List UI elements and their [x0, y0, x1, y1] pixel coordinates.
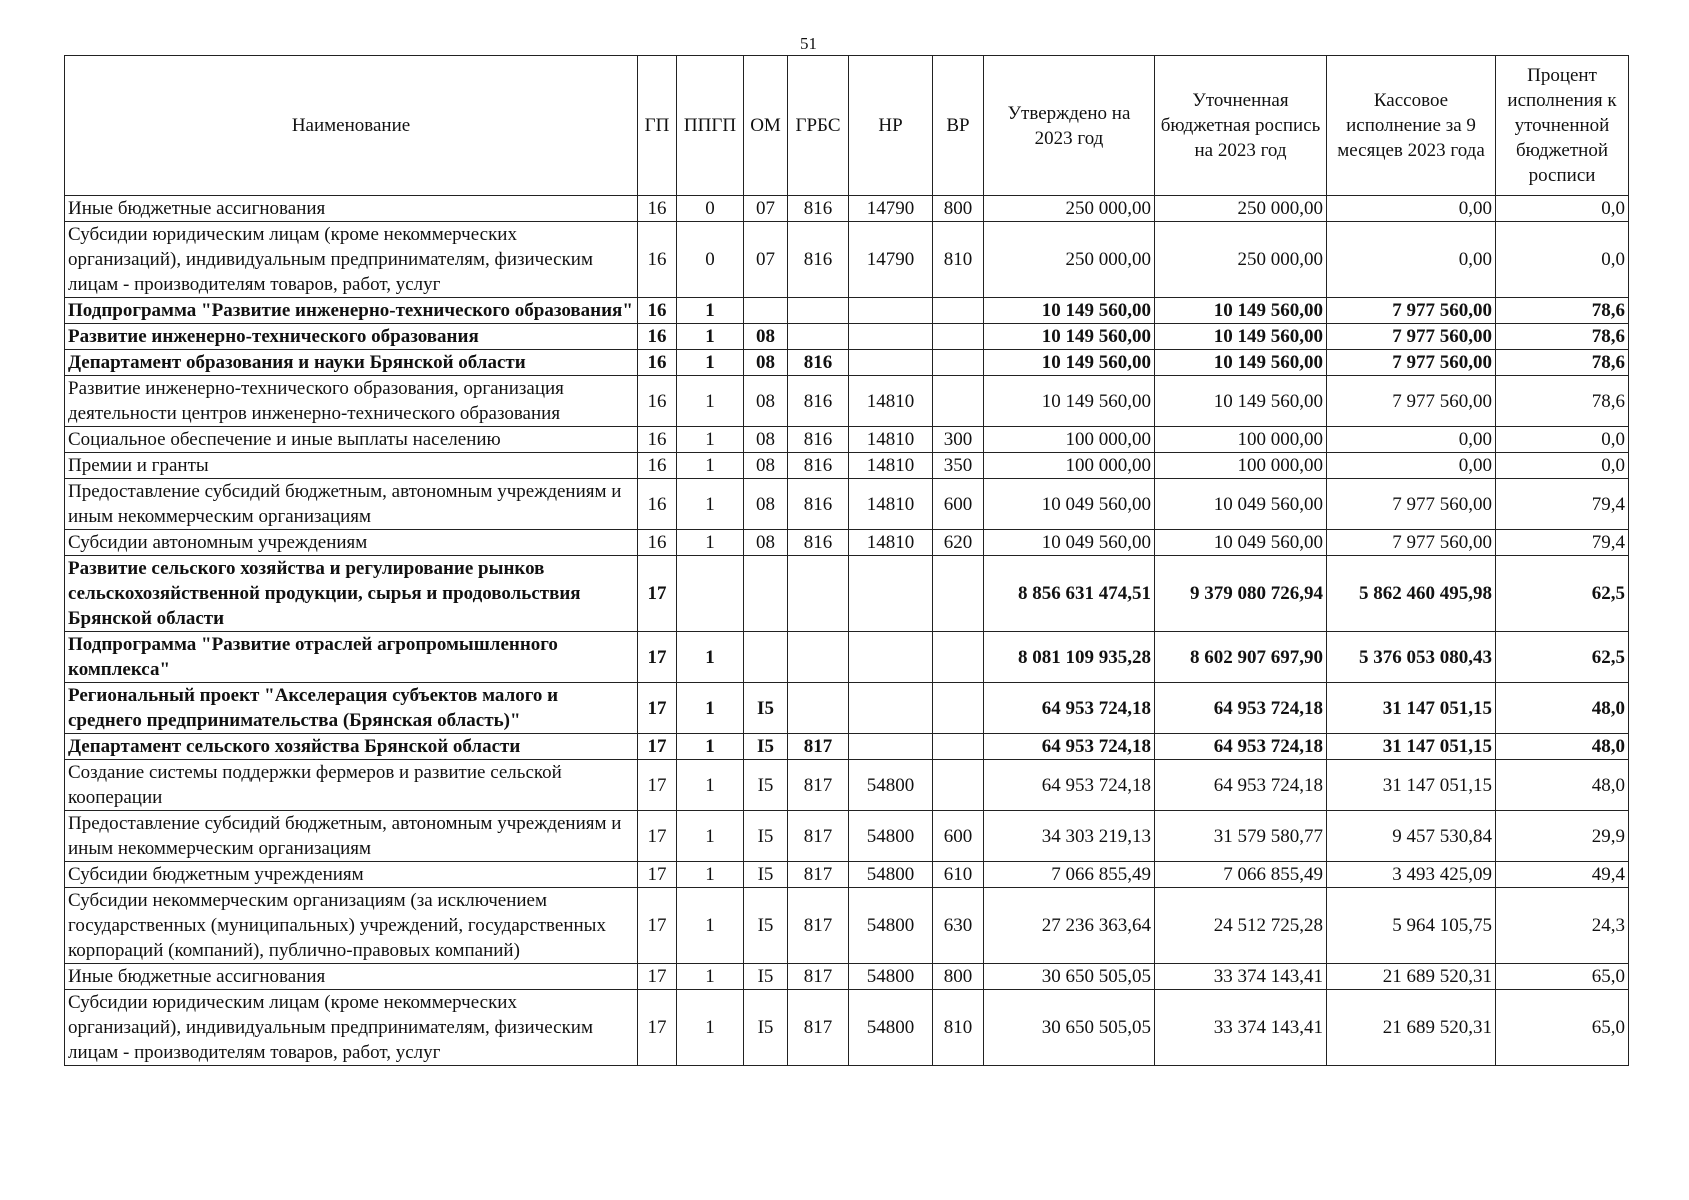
cell-approved: 64 953 724,18: [984, 734, 1155, 760]
cell-vr: [933, 760, 984, 811]
cell-cash: 7 977 560,00: [1327, 350, 1496, 376]
cell-cash: 9 457 530,84: [1327, 811, 1496, 862]
cell-gp: 17: [638, 760, 677, 811]
header-row: [65, 56, 1629, 196]
cell-grbs: 816: [788, 376, 849, 427]
cell-ppgp: [677, 556, 744, 632]
cell-om: 08: [744, 453, 788, 479]
cell-om: I5: [744, 811, 788, 862]
cell-nr: 14810: [849, 376, 933, 427]
cell-cash: 31 147 051,15: [1327, 760, 1496, 811]
cell-ppgp: 1: [677, 862, 744, 888]
table-row: [65, 427, 1629, 453]
cell-om: 08: [744, 530, 788, 556]
cell-name: Создание системы поддержки фермеров и развитие сельской кооперации: [65, 760, 638, 811]
cell-refined: 100 000,00: [1155, 427, 1327, 453]
cell-name: Премии и гранты: [65, 453, 638, 479]
cell-nr: 14810: [849, 479, 933, 530]
cell-name: Департамент образования и науки Брянской области: [65, 350, 638, 376]
cell-approved: 10 149 560,00: [984, 298, 1155, 324]
cell-refined: 10 149 560,00: [1155, 376, 1327, 427]
table-row: [65, 530, 1629, 556]
cell-gp: 16: [638, 376, 677, 427]
cell-nr: [849, 683, 933, 734]
cell-percent: 78,6: [1496, 324, 1629, 350]
cell-refined: 24 512 725,28: [1155, 888, 1327, 964]
cell-grbs: [788, 632, 849, 683]
table-row: [65, 990, 1629, 1066]
cell-grbs: 816: [788, 350, 849, 376]
cell-ppgp: 1: [677, 683, 744, 734]
cell-om: 08: [744, 427, 788, 453]
cell-grbs: 816: [788, 530, 849, 556]
cell-percent: 29,9: [1496, 811, 1629, 862]
cell-vr: 800: [933, 964, 984, 990]
cell-om: I5: [744, 683, 788, 734]
cell-grbs: 816: [788, 427, 849, 453]
cell-name: Департамент сельского хозяйства Брянской области: [65, 734, 638, 760]
cell-gp: 17: [638, 990, 677, 1066]
cell-approved: 8 856 631 474,51: [984, 556, 1155, 632]
cell-grbs: 816: [788, 222, 849, 298]
cell-name: Социальное обеспечение и иные выплаты населению: [65, 427, 638, 453]
table-row: [65, 632, 1629, 683]
cell-percent: 79,4: [1496, 530, 1629, 556]
cell-cash: 21 689 520,31: [1327, 990, 1496, 1066]
cell-refined: 10 149 560,00: [1155, 350, 1327, 376]
cell-vr: 620: [933, 530, 984, 556]
cell-name: Развитие инженерно-технического образования, организация деятельности центров инженерно-технического образования: [65, 376, 638, 427]
cell-grbs: 816: [788, 453, 849, 479]
cell-nr: [849, 556, 933, 632]
cell-approved: 30 650 505,05: [984, 964, 1155, 990]
cell-nr: [849, 734, 933, 760]
cell-ppgp: 1: [677, 427, 744, 453]
header-vr: ВР: [933, 56, 984, 196]
cell-grbs: 817: [788, 811, 849, 862]
cell-refined: 33 374 143,41: [1155, 964, 1327, 990]
cell-approved: 7 066 855,49: [984, 862, 1155, 888]
cell-name: Развитие инженерно-технического образования: [65, 324, 638, 350]
cell-om: I5: [744, 760, 788, 811]
cell-name: Субсидии некоммерческим организациям (за исключением государственных (муниципальных) учреждений, государственных корпораций (компаний), публично-правовых компаний): [65, 888, 638, 964]
cell-refined: 250 000,00: [1155, 196, 1327, 222]
cell-om: [744, 632, 788, 683]
cell-refined: 33 374 143,41: [1155, 990, 1327, 1066]
cell-nr: 14790: [849, 222, 933, 298]
cell-refined: 250 000,00: [1155, 222, 1327, 298]
cell-approved: 10 049 560,00: [984, 479, 1155, 530]
cell-gp: 16: [638, 350, 677, 376]
table-row: [65, 196, 1629, 222]
header-gp: ГП: [638, 56, 677, 196]
cell-approved: 10 149 560,00: [984, 324, 1155, 350]
table-row: [65, 964, 1629, 990]
cell-approved: 10 049 560,00: [984, 530, 1155, 556]
table-row: [65, 811, 1629, 862]
cell-refined: 10 049 560,00: [1155, 530, 1327, 556]
cell-vr: 810: [933, 222, 984, 298]
cell-cash: 0,00: [1327, 453, 1496, 479]
cell-ppgp: 1: [677, 734, 744, 760]
cell-vr: 800: [933, 196, 984, 222]
cell-grbs: 817: [788, 888, 849, 964]
cell-name: Субсидии юридическим лицам (кроме некоммерческих организаций), индивидуальным предпринимателям, физическим лицам - производителям товаров, работ, услуг: [65, 990, 638, 1066]
cell-name: Предоставление субсидий бюджетным, автономным учреждениям и иным некоммерческим организациям: [65, 811, 638, 862]
cell-cash: 31 147 051,15: [1327, 683, 1496, 734]
header-nr: НР: [849, 56, 933, 196]
table-row: [65, 298, 1629, 324]
cell-ppgp: 1: [677, 811, 744, 862]
header-approved: Утверждено на 2023 год: [984, 56, 1155, 196]
cell-name: Развитие сельского хозяйства и регулирование рынков сельскохозяйственной продукции, сырья и продовольствия Брянской области: [65, 556, 638, 632]
cell-vr: 600: [933, 479, 984, 530]
cell-om: 08: [744, 376, 788, 427]
cell-nr: 54800: [849, 888, 933, 964]
cell-approved: 64 953 724,18: [984, 760, 1155, 811]
cell-gp: 17: [638, 632, 677, 683]
cell-gp: 17: [638, 683, 677, 734]
cell-approved: 250 000,00: [984, 222, 1155, 298]
cell-nr: [849, 632, 933, 683]
cell-cash: 7 977 560,00: [1327, 479, 1496, 530]
cell-ppgp: 1: [677, 453, 744, 479]
cell-approved: 100 000,00: [984, 427, 1155, 453]
table-row: [65, 683, 1629, 734]
cell-ppgp: 1: [677, 530, 744, 556]
cell-cash: 21 689 520,31: [1327, 964, 1496, 990]
cell-refined: 64 953 724,18: [1155, 683, 1327, 734]
cell-refined: 64 953 724,18: [1155, 760, 1327, 811]
cell-percent: 78,6: [1496, 376, 1629, 427]
cell-vr: 300: [933, 427, 984, 453]
header-percent: Процент исполнения к уточненной бюджетной росписи: [1496, 56, 1629, 196]
header-refined: Уточненная бюджетная роспись на 2023 год: [1155, 56, 1327, 196]
cell-gp: 16: [638, 479, 677, 530]
cell-ppgp: 0: [677, 222, 744, 298]
cell-percent: 0,0: [1496, 453, 1629, 479]
cell-nr: 14790: [849, 196, 933, 222]
cell-nr: 14810: [849, 453, 933, 479]
cell-vr: [933, 734, 984, 760]
cell-approved: 64 953 724,18: [984, 683, 1155, 734]
cell-approved: 10 149 560,00: [984, 376, 1155, 427]
cell-om: I5: [744, 990, 788, 1066]
cell-nr: 54800: [849, 990, 933, 1066]
cell-cash: 5 862 460 495,98: [1327, 556, 1496, 632]
table-row: [65, 222, 1629, 298]
cell-cash: 7 977 560,00: [1327, 530, 1496, 556]
cell-cash: 7 977 560,00: [1327, 376, 1496, 427]
cell-nr: 54800: [849, 760, 933, 811]
cell-gp: 17: [638, 556, 677, 632]
cell-ppgp: 1: [677, 990, 744, 1066]
cell-ppgp: 1: [677, 479, 744, 530]
cell-percent: 48,0: [1496, 683, 1629, 734]
cell-gp: 16: [638, 530, 677, 556]
cell-percent: 65,0: [1496, 990, 1629, 1066]
cell-om: [744, 298, 788, 324]
cell-gp: 16: [638, 324, 677, 350]
table-row: [65, 453, 1629, 479]
cell-gp: 16: [638, 453, 677, 479]
cell-refined: 64 953 724,18: [1155, 734, 1327, 760]
cell-om: 07: [744, 196, 788, 222]
cell-gp: 17: [638, 888, 677, 964]
cell-name: Субсидии автономным учреждениям: [65, 530, 638, 556]
cell-percent: 78,6: [1496, 350, 1629, 376]
cell-approved: 27 236 363,64: [984, 888, 1155, 964]
cell-gp: 17: [638, 811, 677, 862]
header-name: Наименование: [65, 56, 638, 196]
cell-percent: 79,4: [1496, 479, 1629, 530]
cell-percent: 48,0: [1496, 734, 1629, 760]
cell-vr: 810: [933, 990, 984, 1066]
cell-om: 08: [744, 479, 788, 530]
cell-cash: 0,00: [1327, 196, 1496, 222]
cell-ppgp: 1: [677, 888, 744, 964]
cell-percent: 24,3: [1496, 888, 1629, 964]
table-row: [65, 862, 1629, 888]
cell-vr: 610: [933, 862, 984, 888]
cell-nr: [849, 298, 933, 324]
cell-percent: 62,5: [1496, 556, 1629, 632]
cell-percent: 62,5: [1496, 632, 1629, 683]
cell-ppgp: 1: [677, 964, 744, 990]
cell-refined: 10 049 560,00: [1155, 479, 1327, 530]
cell-percent: 0,0: [1496, 222, 1629, 298]
cell-cash: 0,00: [1327, 427, 1496, 453]
cell-approved: 250 000,00: [984, 196, 1155, 222]
cell-gp: 16: [638, 222, 677, 298]
cell-grbs: 816: [788, 196, 849, 222]
cell-gp: 16: [638, 298, 677, 324]
cell-approved: 34 303 219,13: [984, 811, 1155, 862]
cell-vr: [933, 350, 984, 376]
cell-vr: [933, 632, 984, 683]
cell-om: I5: [744, 888, 788, 964]
cell-gp: 17: [638, 862, 677, 888]
cell-refined: 10 149 560,00: [1155, 298, 1327, 324]
cell-ppgp: 1: [677, 376, 744, 427]
cell-name: Субсидии юридическим лицам (кроме некоммерческих организаций), индивидуальным предпринимателям, физическим лицам - производителям товаров, работ, услуг: [65, 222, 638, 298]
cell-om: I5: [744, 862, 788, 888]
cell-ppgp: 0: [677, 196, 744, 222]
cell-vr: [933, 324, 984, 350]
cell-grbs: 817: [788, 862, 849, 888]
cell-name: Субсидии бюджетным учреждениям: [65, 862, 638, 888]
cell-vr: [933, 298, 984, 324]
cell-nr: 14810: [849, 530, 933, 556]
cell-name: Иные бюджетные ассигнования: [65, 196, 638, 222]
cell-om: I5: [744, 734, 788, 760]
header-ppgp: ППГП: [677, 56, 744, 196]
cell-vr: 350: [933, 453, 984, 479]
table-row: [65, 376, 1629, 427]
table-row: [65, 556, 1629, 632]
cell-cash: 7 977 560,00: [1327, 324, 1496, 350]
cell-cash: 3 493 425,09: [1327, 862, 1496, 888]
cell-refined: 100 000,00: [1155, 453, 1327, 479]
cell-nr: 54800: [849, 964, 933, 990]
cell-cash: 0,00: [1327, 222, 1496, 298]
cell-nr: [849, 350, 933, 376]
cell-name: Подпрограмма "Развитие отраслей агропромышленного комплекса": [65, 632, 638, 683]
cell-grbs: [788, 683, 849, 734]
table-row: [65, 479, 1629, 530]
cell-nr: 54800: [849, 811, 933, 862]
cell-percent: 48,0: [1496, 760, 1629, 811]
cell-cash: 5 964 105,75: [1327, 888, 1496, 964]
cell-gp: 17: [638, 734, 677, 760]
cell-percent: 0,0: [1496, 196, 1629, 222]
table-row: [65, 760, 1629, 811]
cell-name: Иные бюджетные ассигнования: [65, 964, 638, 990]
cell-ppgp: 1: [677, 760, 744, 811]
cell-grbs: 817: [788, 760, 849, 811]
table-row: [65, 350, 1629, 376]
cell-om: 08: [744, 350, 788, 376]
cell-percent: 65,0: [1496, 964, 1629, 990]
budget-table: [64, 55, 1629, 1066]
header-cash: Кассовое исполнение за 9 месяцев 2023 года: [1327, 56, 1496, 196]
cell-ppgp: 1: [677, 298, 744, 324]
cell-approved: 8 081 109 935,28: [984, 632, 1155, 683]
cell-cash: 5 376 053 080,43: [1327, 632, 1496, 683]
cell-percent: 78,6: [1496, 298, 1629, 324]
cell-nr: 14810: [849, 427, 933, 453]
cell-nr: 54800: [849, 862, 933, 888]
cell-grbs: 816: [788, 479, 849, 530]
cell-name: Предоставление субсидий бюджетным, автономным учреждениям и иным некоммерческим организациям: [65, 479, 638, 530]
cell-om: [744, 556, 788, 632]
cell-ppgp: 1: [677, 632, 744, 683]
table-row: [65, 324, 1629, 350]
cell-percent: 49,4: [1496, 862, 1629, 888]
cell-gp: 16: [638, 196, 677, 222]
cell-om: 08: [744, 324, 788, 350]
cell-grbs: 817: [788, 990, 849, 1066]
page-number: 51: [800, 34, 817, 53]
header-om: ОМ: [744, 56, 788, 196]
cell-refined: 10 149 560,00: [1155, 324, 1327, 350]
cell-approved: 10 149 560,00: [984, 350, 1155, 376]
cell-cash: 7 977 560,00: [1327, 298, 1496, 324]
header-grbs: ГРБС: [788, 56, 849, 196]
table-row: [65, 734, 1629, 760]
cell-cash: 31 147 051,15: [1327, 734, 1496, 760]
cell-ppgp: 1: [677, 350, 744, 376]
cell-approved: 100 000,00: [984, 453, 1155, 479]
cell-vr: [933, 683, 984, 734]
cell-gp: 17: [638, 964, 677, 990]
cell-grbs: 817: [788, 964, 849, 990]
cell-approved: 30 650 505,05: [984, 990, 1155, 1066]
cell-vr: [933, 556, 984, 632]
cell-vr: 600: [933, 811, 984, 862]
cell-om: I5: [744, 964, 788, 990]
cell-grbs: [788, 298, 849, 324]
cell-vr: [933, 376, 984, 427]
cell-vr: 630: [933, 888, 984, 964]
cell-nr: [849, 324, 933, 350]
cell-om: 07: [744, 222, 788, 298]
cell-refined: 8 602 907 697,90: [1155, 632, 1327, 683]
cell-ppgp: 1: [677, 324, 744, 350]
cell-grbs: [788, 556, 849, 632]
cell-grbs: 817: [788, 734, 849, 760]
cell-refined: 31 579 580,77: [1155, 811, 1327, 862]
cell-name: Региональный проект "Акселерация субъектов малого и среднего предпринимательства (Брянская область)": [65, 683, 638, 734]
cell-gp: 16: [638, 427, 677, 453]
table-row: [65, 888, 1629, 964]
cell-refined: 9 379 080 726,94: [1155, 556, 1327, 632]
cell-percent: 0,0: [1496, 427, 1629, 453]
cell-grbs: [788, 324, 849, 350]
cell-refined: 7 066 855,49: [1155, 862, 1327, 888]
cell-name: Подпрограмма "Развитие инженерно-технического образования": [65, 298, 638, 324]
